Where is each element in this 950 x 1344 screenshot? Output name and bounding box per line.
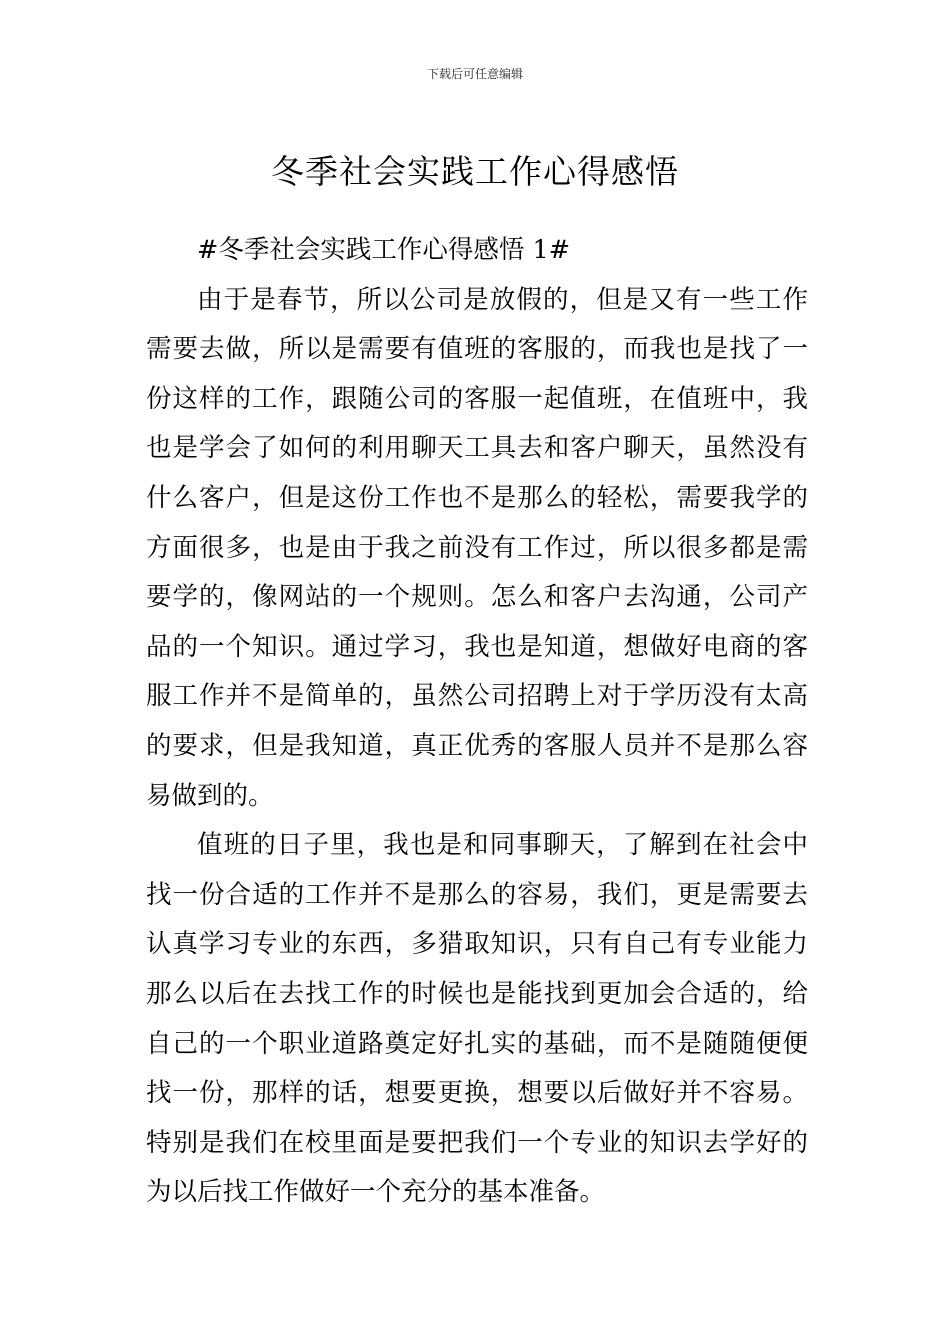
body-paragraph-1: 由于是春节，所以公司是放假的，但是又有一些工作需要去做，所以是需要有值班的客服的，而我也是找了一份这样的工作，跟随公司的客服一起值班，在值班中，我也是学会了如何的利用聊天工具去和客户聊天，虽然没有什么客户，但是这份工作也不是那么的轻松，需要我学的方面很多，也是由于我之前没有工作过，所以很多都是需要学的，像网站的一个规则。怎么和客户去沟通，公司产品的一个知识。通过学习，我也是知道，想做好电商的客服工作并不是简单的，虽然公司招聘上对于学历没有太高的要求，但是我知道，真正优秀的客服人员并不是那么容易做到的。 [146,284,808,811]
section-heading: #冬季社会实践工作心得感悟 1# [197,235,571,265]
document-body [146,226,808,1218]
body-paragraph-2: 值班的日子里，我也是和同事聊天，了解到在社会中找一份合适的工作并不是那么的容易，我们，更是需要去认真学习专业的东西，多猎取知识，只有自己有专业能力那么以后在去找工作的时候也是能找到更加会合适的，给自己的一个职业道路奠定好扎实的基础，而不是随随便便找一份，那样的话，想要更换，想要以后做好并不容易。特别是我们在校里面是要把我们一个专业的知识去学好的为以后找工作做好一个充分的基本准备。 [146,830,808,1208]
header-note: 下载后可任意编辑 [426,67,523,81]
document-title: 冬季社会实践工作心得感悟 [271,152,679,192]
